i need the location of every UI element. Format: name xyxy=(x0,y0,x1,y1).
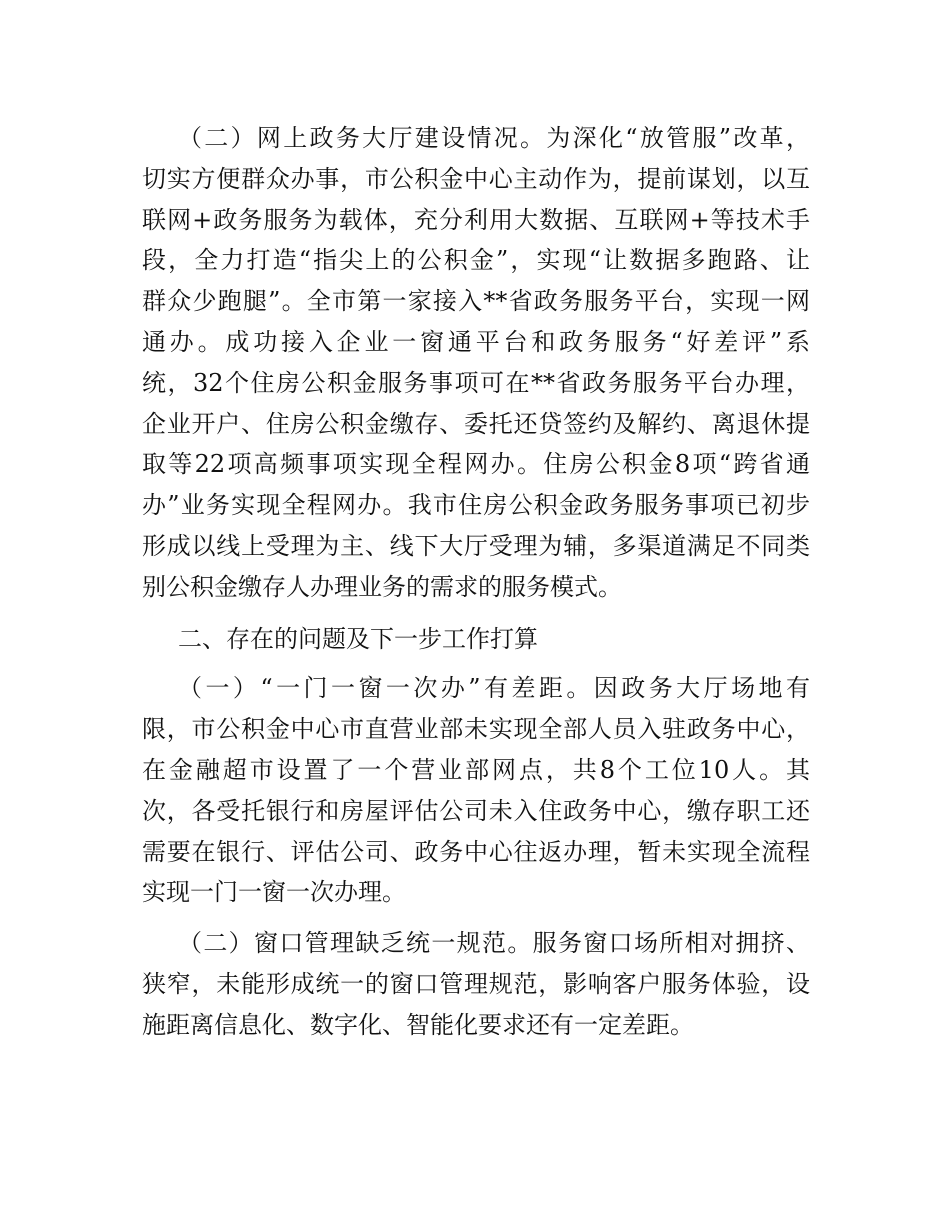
paragraph-line: 实现一门一窗一次办理。 xyxy=(142,878,406,907)
paragraph-line: 群众少跑腿”。全市第一家接入**省政务服务平台，实现一网 xyxy=(142,287,810,316)
paragraph-line: 狭窄，未能形成统一的窗口管理规范，影响客户服务体验，设 xyxy=(142,969,810,998)
paragraph-line: 在金融超市设置了一个营业部网点，共8个工位10人。其 xyxy=(142,755,810,784)
paragraph-line: （一）“一门一窗一次办”有差距。因政务大厅场地有 xyxy=(178,674,810,703)
document-body xyxy=(142,118,810,1046)
paragraph-line: 次，各受托银行和房屋评估公司未入住政务中心，缴存职工还 xyxy=(142,796,810,825)
paragraph-online-hall xyxy=(142,118,810,608)
paragraph-line: 施距离信息化、数字化、智能化要求还有一定差距。 xyxy=(142,1010,694,1039)
paragraph-line: 取等22项高频事项实现全程网办。住房公积金8项“跨省通 xyxy=(142,450,810,479)
paragraph-line: 联网+政务服务为载体，充分利用大数据、互联网+等技术手 xyxy=(142,205,810,234)
section-heading-text: 二、存在的问题及下一步工作打算 xyxy=(178,624,538,653)
paragraph-line: 通办。成功接入企业一窗通平台和政务服务“好差评”系 xyxy=(142,327,810,356)
paragraph-line: 切实方便群众办事，市公积金中心主动作为，提前谋划，以互 xyxy=(142,164,810,193)
paragraph-line: 限，市公积金中心市直营业部未实现全部人员入驻政务中心， xyxy=(142,715,810,744)
paragraph-line: 需要在银行、评估公司、政务中心往返办理，暂未实现全流程 xyxy=(142,837,810,866)
paragraph-line: 别公积金缴存人办理业务的需求的服务模式。 xyxy=(142,572,622,601)
paragraph-line: 办”业务实现全程网办。我市住房公积金政务服务事项已初步 xyxy=(142,491,810,520)
paragraph-line: 形成以线上受理为主、线下大厅受理为辅，多渠道满足不同类 xyxy=(142,531,810,560)
paragraph-line: 段，全力打造“指尖上的公积金”，实现“让数据多跑路、让 xyxy=(142,246,810,275)
paragraph-line: （二）网上政务大厅建设情况。为深化“放管服”改革， xyxy=(178,124,810,152)
section-heading xyxy=(142,619,810,660)
paragraph-one-window xyxy=(142,668,810,913)
paragraph-line: 统，32个住房公积金服务事项可在**省政务服务平台办理， xyxy=(142,368,810,397)
paragraph-line: 企业开户、住房公积金缴存、委托还贷签约及解约、离退休提 xyxy=(142,409,810,438)
paragraph-line: （二）窗口管理缺乏统一规范。服务窗口场所相对拥挤、 xyxy=(178,929,810,958)
paragraph-window-management xyxy=(142,923,810,1045)
